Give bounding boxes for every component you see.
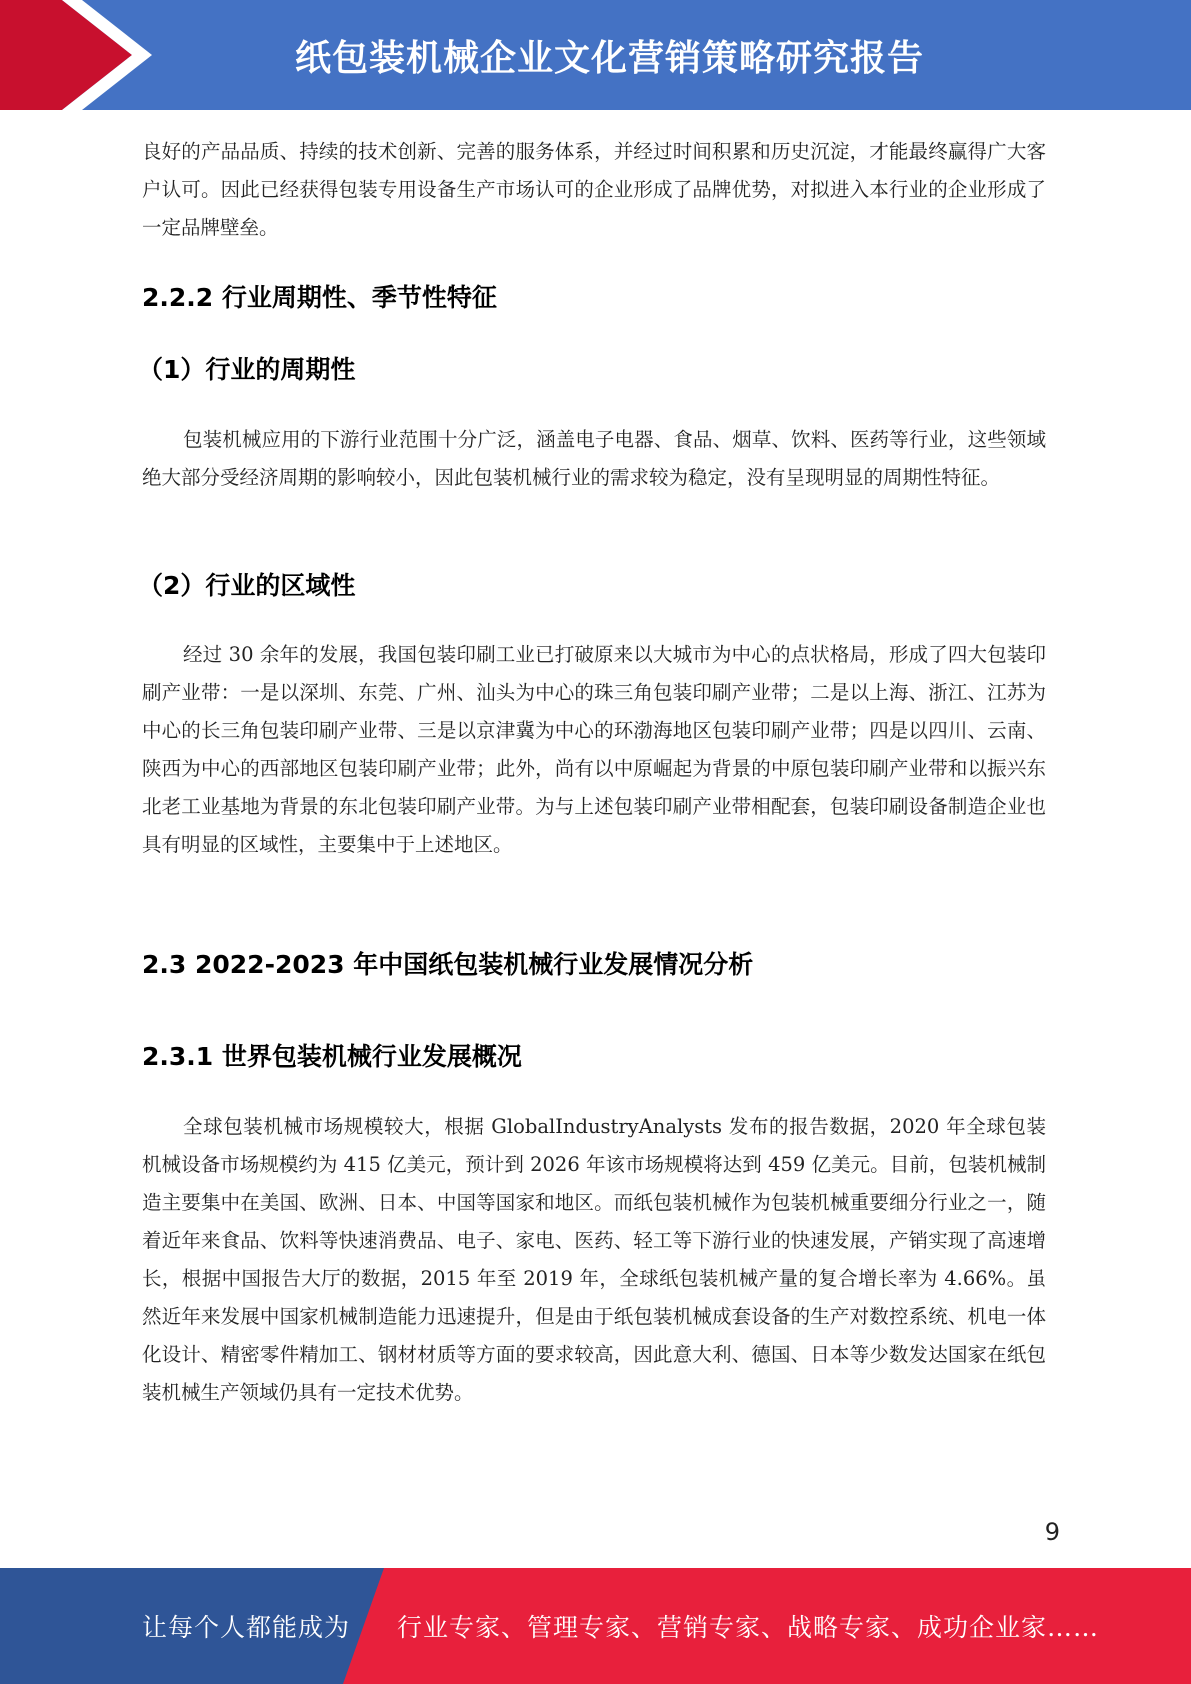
paragraph-world-market: 全球包装机械市场规模较大，根据 GlobalIndustryAnalysts 发布的报告数据，2020 年全球包装机械设备市场规模约为 415 亿美元，预计到 2026 年该市场规模将达到 459 亿美元。目前，包装机械制造主要集中在美国、欧洲、日本、中国等国家和地区。而纸包装机械作为包装机械重要细分行业之一，随着近年来食品、饮料等快速消费品、电子、家电、医药、轻工等下游行业的快速发展，产销实现了高速增长，根据中国报告大厅的数据，2015 年至 2019 年，全球纸包装机械产量的复合增长率为 4.66%。虽然近年来发展中国家机械制造能力迅速提升，但是由于纸包装机械成套设备的生产对数控系统、机电一体化设计、精密零件精加工、钢材材质等方面的要求较高，因此意大利、德国、日本等少数发达国家在纸包装机械生产领域仍具有一定技术优势。: [142, 1115, 1046, 1404]
paragraph-cyclical: 包装机械应用的下游行业范围十分广泛，涵盖电子电器、食品、烟草、饮料、医药等行业，这些领域绝大部分受经济周期的影响较小，因此包装机械行业的需求较为稳定，没有呈现明显的周期性特征。: [142, 428, 1046, 489]
heading-2-3: 2.3 2022-2023 年中国纸包装机械行业发展情况分析: [142, 950, 754, 979]
heading-regional: （2）行业的区域性: [138, 571, 356, 600]
paragraph-regional: 经过 30 余年的发展，我国包装印刷工业已打破原来以大城市为中心的点状格局，形成了四大包装印刷产业带：一是以深圳、东莞、广州、汕头为中心的珠三角包装印刷产业带；二是以上海、浙江、江苏为中心的长三角包装印刷产业带、三是以京津冀为中心的环渤海地区包装印刷产业带；四是以四川、云南、陕西为中心的西部地区包装印刷产业带；此外，尚有以中原崛起为背景的中原包装印刷产业带和以振兴东北老工业基地为背景的东北包装印刷产业带。为与上述包装印刷产业带相配套，包装印刷设备制造企业也具有明显的区域性，主要集中于上述地区。: [142, 643, 1046, 856]
heading-cyclical: （1）行业的周期性: [138, 355, 356, 384]
heading-2-2-2: 2.2.2 行业周期性、季节性特征: [142, 283, 497, 312]
footer-slogan-right: 行业专家、管理专家、营销专家、战略专家、成功企业家……: [397, 1613, 1100, 1642]
footer-slogan-left: 让每个人都能成为: [142, 1613, 351, 1642]
page-header: [0, 0, 1191, 110]
heading-2-3-1: 2.3.1 世界包装机械行业发展概况: [142, 1042, 522, 1071]
page-footer: [0, 1568, 1191, 1684]
paragraph-brand-barrier: 良好的产品品质、持续的技术创新、完善的服务体系，并经过时间积累和历史沉淀，才能最终赢得广大客户认可。因此已经获得包装专用设备生产市场认可的企业形成了品牌优势，对拟进入本行业的企业形成了一定品牌壁垒。: [142, 140, 1046, 239]
page-number: 9: [1044, 1518, 1060, 1546]
report-title: 纸包装机械企业文化营销策略研究报告: [294, 37, 924, 79]
